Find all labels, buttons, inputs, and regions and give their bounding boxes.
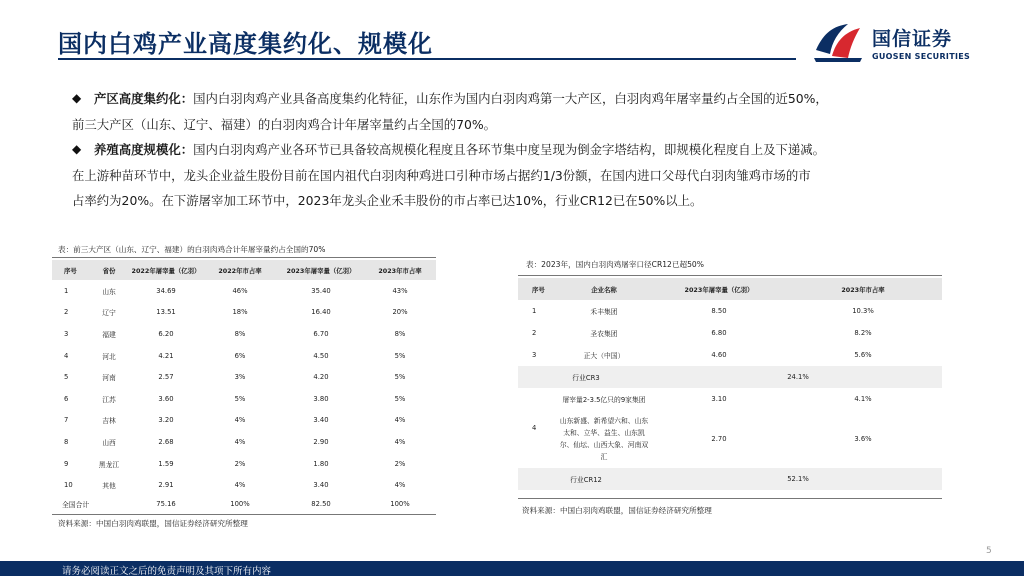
table2-top-rule [518, 275, 942, 276]
table-cell: 5% [394, 373, 406, 382]
table-cell: 其他 [102, 482, 116, 491]
table-cell: 3.60 [158, 394, 174, 403]
table-cell: 6.20 [158, 329, 174, 338]
table-cell: 江苏 [102, 395, 116, 404]
table-cell: 4.50 [313, 351, 329, 360]
table-cell: 6.80 [711, 329, 727, 337]
column-header: 2022年屠宰量（亿羽） [131, 266, 201, 275]
table-cell: 43% [392, 286, 408, 295]
cr12-label: 行业CR12 [570, 476, 602, 484]
table-cell: 5% [394, 351, 406, 360]
column-header: 2023年屠宰量（亿羽） [684, 285, 754, 294]
table-cell: 75.16 [156, 499, 176, 508]
table-cell: 4.20 [313, 373, 329, 382]
table-cell: 3% [234, 373, 246, 382]
column-header: 2023年市占率 [841, 285, 885, 294]
table-cell: 3.40 [313, 416, 329, 425]
table-cell: 河南 [102, 374, 116, 383]
table-cell: 4.21 [158, 351, 174, 360]
table-row [52, 474, 436, 496]
table-cell: 禾丰集团 [590, 308, 618, 316]
bullet-1 [72, 86, 972, 112]
logo-name-cn: 国信证券 [872, 28, 953, 50]
table-row [518, 388, 942, 410]
table-cell: 3 [64, 329, 69, 338]
table-cell: 8.50 [711, 307, 727, 315]
table-header-row [52, 260, 436, 280]
table-cell: 山东新盛、新希望六和、山东太和、立华、益生、山东凯尔、仙坛、山西大象、河南双汇 [559, 417, 649, 461]
table-cell: 4% [394, 437, 406, 446]
table-cell: 4% [234, 416, 246, 425]
table-row [518, 300, 942, 322]
table-cell: 山东 [102, 287, 116, 296]
table-row [52, 410, 436, 432]
page-title: 国内白鸡产业高度集约化、规模化 [58, 30, 433, 58]
table-cell: 4% [234, 437, 246, 446]
column-header: 企业名称 [591, 285, 617, 294]
title-divider [58, 58, 796, 60]
table1-caption: 表：前三大产区（山东、辽宁、福建）的白羽肉鸡合计年屠宰量约占全国的70% [58, 245, 326, 254]
table-row [52, 323, 436, 345]
table2-bottom-rule [518, 498, 942, 499]
cr3-row [518, 366, 942, 388]
table-cell: 正大（中国） [583, 352, 625, 360]
table1-bottom-rule [52, 514, 436, 515]
bullet-2-text-line-1: 国内白羽肉鸡产业各环节已具备较高规模化程度且各环节集中度呈现为倒金字塔结构，即规模化程度自上及下递减。 [193, 142, 826, 157]
table-row [518, 322, 942, 344]
column-header: 2023年屠宰量（亿羽） [286, 266, 356, 275]
table-cell: 1.59 [158, 459, 174, 468]
table-cell: 82.50 [311, 499, 331, 508]
table-cell: 2.90 [313, 437, 329, 446]
table-cell: 8% [394, 329, 406, 338]
table-header-row [518, 278, 942, 300]
table-row [518, 410, 942, 468]
cr12-row [518, 468, 942, 490]
table-total-row [52, 496, 436, 512]
table-cell: 4.60 [711, 351, 727, 359]
table-cell: 13.51 [156, 308, 176, 317]
table-cell: 8.2% [854, 329, 872, 337]
table-cell: 2% [234, 459, 246, 468]
table-cell: 5% [234, 394, 246, 403]
table-cell: 4% [234, 481, 246, 490]
table1-top-rule [52, 257, 436, 258]
column-header: 省份 [102, 266, 116, 275]
bullet-1-keyword: 产区高度集约化： [94, 91, 194, 106]
table-cell: 5% [394, 394, 406, 403]
table-row [52, 302, 436, 324]
table-row [52, 366, 436, 388]
diamond-bullet-icon: ◆ [72, 142, 82, 156]
table-cell: 4% [394, 416, 406, 425]
table-cell: 2% [394, 459, 406, 468]
table-cell: 2 [64, 308, 69, 317]
bullet-1-text-line-2: 前三大产区（山东、辽宁、福建）的白羽肉鸡合计年屠宰量约占全国的70%。 [72, 116, 497, 132]
table-cell: 福建 [102, 330, 116, 339]
page-number: 5 [986, 546, 992, 556]
column-header: 序号 [64, 266, 77, 275]
company-logo [812, 18, 992, 66]
table-cell: 46% [232, 286, 248, 295]
table-cell: 3.6% [854, 435, 872, 443]
table-cell: 4.1% [854, 395, 872, 403]
table-cell: 1 [532, 307, 537, 315]
table-cell: 山西 [102, 438, 116, 447]
column-header: 2022年市占率 [218, 266, 262, 275]
table-cell: 35.40 [311, 286, 331, 295]
guosen-logo-icon [812, 20, 864, 64]
table-cell: 3.80 [313, 394, 329, 403]
bullet-2-text-line-2: 在上游种苗环节中，龙头企业益生股份目前在国内祖代白羽肉种鸡进口引种市场占据约1/3份额，在国内进口父母代白羽肉雏鸡市场的市 [72, 167, 811, 183]
table-row [52, 388, 436, 410]
footer-disclaimer: 请务必阅读正文之后的免责声明及其项下所有内容 [62, 566, 272, 576]
footer-bar [0, 561, 1024, 576]
table-cell: 8% [234, 329, 246, 338]
table-cell: 3.20 [158, 416, 174, 425]
table-row [52, 453, 436, 475]
table-cell: 5.6% [854, 351, 872, 359]
cr3-label: 行业CR3 [572, 374, 600, 382]
table-cell: 3.40 [313, 481, 329, 490]
table-cell: 1.80 [313, 459, 329, 468]
table-cell: 34.69 [156, 286, 176, 295]
table-cell: 4% [394, 481, 406, 490]
table-cell: 18% [232, 308, 248, 317]
table-cell: 100% [230, 499, 250, 508]
bullet-section [72, 86, 972, 214]
cr3-value: 24.1% [787, 373, 809, 381]
table-cell: 圣农集团 [590, 330, 618, 338]
table2-caption: 表：2023年，国内白羽肉鸡屠宰口径CR12已超50% [526, 260, 704, 269]
table-cell: 1 [64, 286, 69, 295]
bullet-2-text-line-3: 占率约为20%。在下游屠宰加工环节中，2023年龙头企业禾丰股份的市占率已达10%，行业CR12已在50%以上。 [72, 193, 703, 208]
table-cell: 2 [532, 329, 537, 337]
column-header: 2023年市占率 [378, 266, 422, 275]
table-cell: 4 [64, 351, 69, 360]
table-cell: 2.68 [158, 437, 174, 446]
cr12-value: 52.1% [787, 475, 809, 483]
table-row [52, 280, 436, 302]
bullet-1-text-line-1: 国内白羽肉鸡产业具备高度集约化特征，山东作为国内白羽肉鸡第一大产区，白羽肉鸡年屠宰量约占全国的近50%， [193, 91, 828, 106]
province-share-table [52, 260, 436, 512]
total-label: 全国合计 [62, 500, 90, 509]
table-cell: 6% [234, 351, 246, 360]
table-cell: 3 [532, 351, 537, 359]
table-row [52, 431, 436, 453]
logo-name-en: GUOSEN SECURITIES [872, 52, 971, 61]
table-cell: 10 [64, 481, 73, 490]
table-cell: 2.57 [158, 373, 174, 382]
table-cell: 2.70 [711, 435, 727, 443]
table-cell: 5 [64, 373, 69, 382]
table-cell: 2.91 [158, 481, 174, 490]
table-cell: 100% [390, 499, 410, 508]
table-cell: 6 [64, 394, 69, 403]
table-cell: 黑龙江 [98, 460, 120, 469]
table-cell: 8 [64, 437, 69, 446]
diamond-bullet-icon: ◆ [72, 91, 82, 105]
table-cell: 河北 [102, 352, 116, 361]
table-cell: 屠宰量2-3.5亿只的9家集团 [562, 396, 646, 404]
table-cell: 4 [532, 424, 537, 432]
table1-source: 资料来源：中国白羽肉鸡联盟，国信证券经济研究所整理 [58, 519, 248, 528]
table-row [518, 344, 942, 366]
table-cell: 7 [64, 416, 69, 425]
table-cell: 16.40 [311, 308, 331, 317]
bullet-2 [72, 137, 972, 163]
table-cell: 20% [392, 308, 408, 317]
bullet-2-keyword: 养殖高度规模化： [94, 142, 194, 157]
table-row [52, 345, 436, 367]
company-share-table [518, 278, 942, 490]
table-cell: 3.10 [711, 395, 727, 403]
table2-source: 资料来源：中国白羽肉鸡联盟，国信证券经济研究所整理 [522, 506, 712, 515]
table-cell: 辽宁 [102, 309, 116, 318]
table-cell: 吉林 [102, 417, 116, 426]
table-cell: 9 [64, 459, 69, 468]
column-header: 序号 [532, 285, 545, 294]
table-cell: 10.3% [852, 307, 874, 315]
table-cell: 6.70 [313, 329, 329, 338]
